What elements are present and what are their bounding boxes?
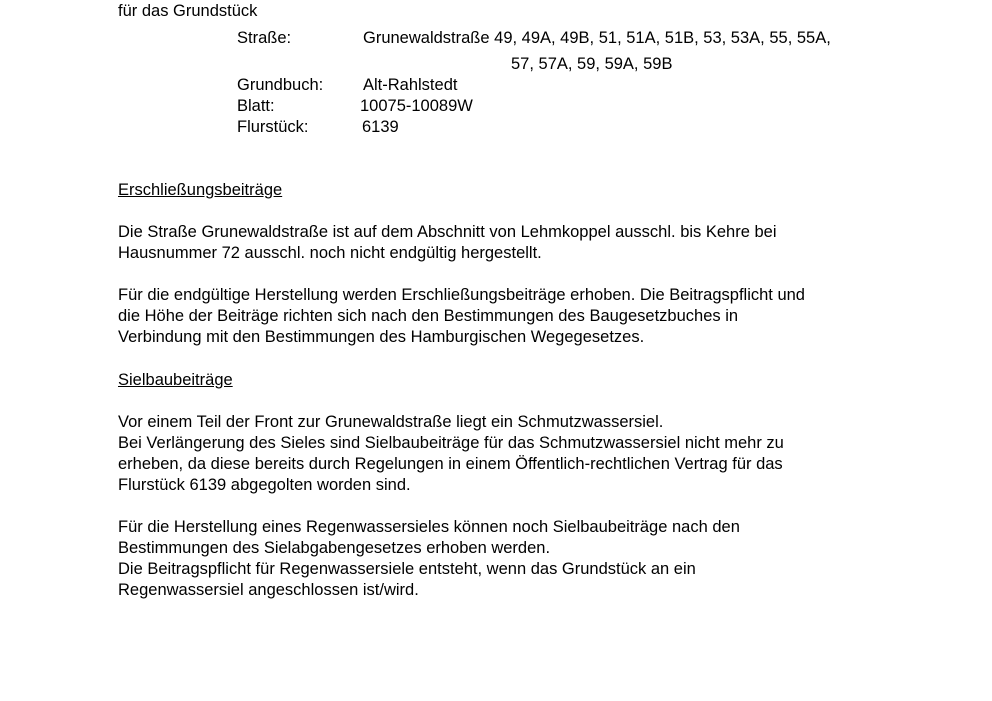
text-line: Vor einem Teil der Front zur Grunewaldstraße liegt ein Schmutzwassersiel. <box>118 413 664 431</box>
grundbuch-label: Grundbuch: <box>237 76 324 94</box>
text-line: erheben, da diese bereits durch Regelungen in einem Öffentlich-rechtlichen Vertrag für das <box>118 455 783 473</box>
paragraph-schmutzwassersiel <box>118 412 898 496</box>
street-value-line2: 57, 57A, 59, 59A, 59B <box>511 55 673 73</box>
section-heading-sielbau: Sielbaubeiträge <box>118 371 233 389</box>
text-line: Regenwassersiel angeschlossen ist/wird. <box>118 581 419 599</box>
blatt-value: 10075-10089W <box>360 97 473 115</box>
grundbuch-value: Alt-Rahlstedt <box>363 76 458 94</box>
text-line: Bei Verlängerung des Sieles sind Sielbaubeiträge für das Schmutzwassersiel nicht mehr zu <box>118 434 784 452</box>
flurstueck-label: Flurstück: <box>237 118 309 136</box>
paragraph-erschliessung-status <box>118 222 898 264</box>
text-line: die Höhe der Beiträge richten sich nach den Bestimmungen des Baugesetzbuches in <box>118 307 739 325</box>
text-line: Flurstück 6139 abgegolten worden sind. <box>118 476 411 494</box>
text-line: Für die endgültige Herstellung werden Erschließungsbeiträge erhoben. Die Beitragspflicht und <box>118 286 805 304</box>
street-label: Straße: <box>237 29 292 47</box>
blatt-label: Blatt: <box>237 97 275 115</box>
paragraph-erschliessung-herstellung <box>118 285 898 348</box>
text-line: Hausnummer 72 ausschl. noch nicht endgültig hergestellt. <box>118 244 542 262</box>
street-value-line1: Grunewaldstraße 49, 49A, 49B, 51, 51A, 51B, 53, 53A, 55, 55A, <box>363 29 831 47</box>
intro-text: für das Grundstück <box>118 2 258 20</box>
text-line: Bestimmungen des Sielabgabengesetzes erhoben werden. <box>118 539 551 557</box>
text-line: Für die Herstellung eines Regenwassersieles können noch Sielbaubeiträge nach den <box>118 518 740 536</box>
text-line: Verbindung mit den Bestimmungen des Hamburgischen Wegegesetzes. <box>118 328 645 346</box>
text-line: Die Straße Grunewaldstraße ist auf dem Abschnitt von Lehmkoppel ausschl. bis Kehre bei <box>118 223 777 241</box>
paragraph-regenwassersiel <box>118 517 898 601</box>
text-line: Die Beitragspflicht für Regenwassersiele entsteht, wenn das Grundstück an ein <box>118 560 696 578</box>
flurstueck-value: 6139 <box>362 118 399 136</box>
section-heading-erschliessung: Erschließungsbeiträge <box>118 181 283 199</box>
